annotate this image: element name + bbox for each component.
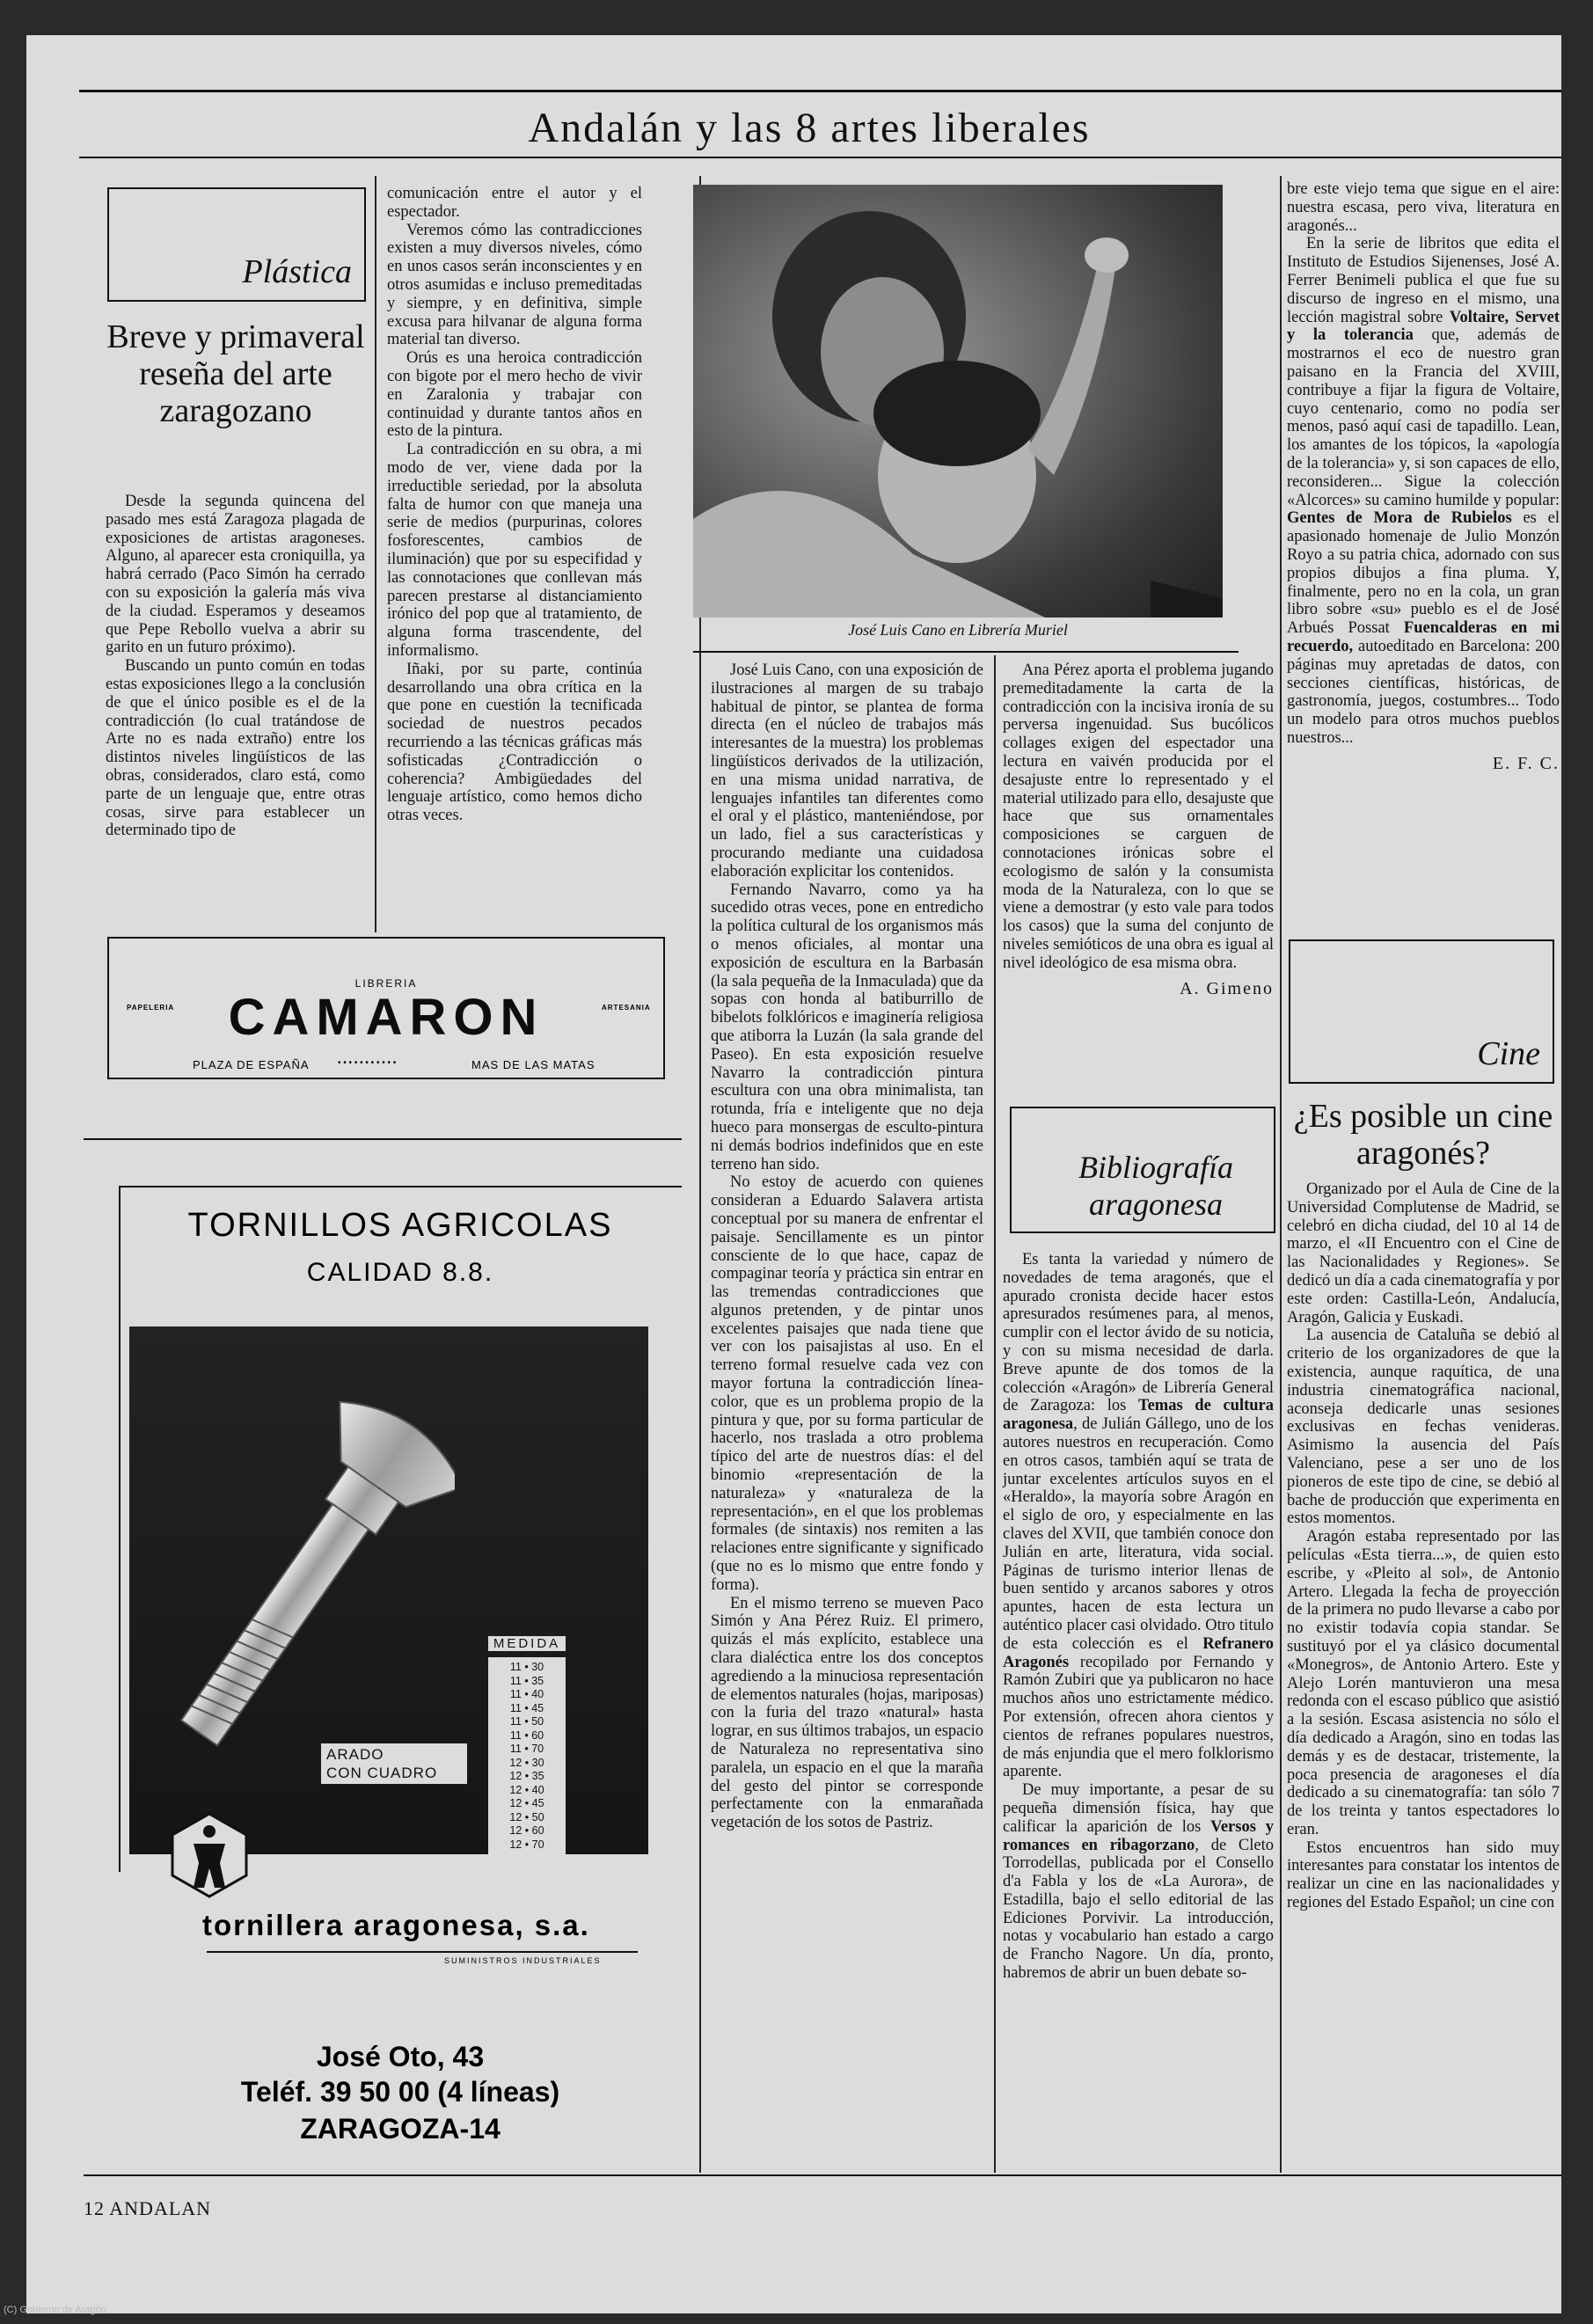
ad-label-line1: ARADO [326,1746,384,1763]
paragraph: Organizado por el Aula de Cine de la Universidad Complutense de Madrid, se celebró en dicha ciudad, del 10 al 14 de marzo, el «II Encuentro con el Cine de las Nacionalidades y Regiones». Se dedicó un día a cada cinematografía y por este orden: Castilla-León, Andalucía, Aragón, Galicia y Euskadi. [1287,1180,1560,1326]
paragraph [1003,1251,1274,1781]
cine-section-box [1289,939,1554,1084]
paragraph: Desde la segunda quincena del pasado mes está Zaragoza plagada de exposiciones de artistas aragoneses. Alguno, al aparecer esta croniquilla, ya habrá cerrado (Paco Simón ha cerrado con su exposición la galería más viva de la ciudad. Esperamos y deseamos que Pepe Rebollo vuelva a abrir su garito en un futuro próximo). [106,493,365,657]
ad-arado-label [321,1743,467,1784]
paragraph: bre este viejo tema que sigue en el aire: nuestra escasa, pero viva, literatura en aragonés... [1287,180,1560,235]
ad-border-top [119,1186,682,1188]
title-rule [79,157,1561,158]
ad-tornillos-subtitle: CALIDAD 8.8. [306,1258,494,1287]
paragraph: Ana Pérez aporta el problema jugando premeditadamente la carta de la contradicción con la incisiva ironía de su perversa ingenuidad. Sus bucólicos collages exigen del espectador una lectura en vaivén producida por el desajuste entre lo representado y el material utilizado para ello, desajuste que hace que sus ornamentales composiciones se carguen de connotaciones irónicas sobre el ecologismo de salón y la consumista moda de la Naturaleza, con lo que se viene a demostrar (y esto vale para todos los casos) que la suma del conjunto de niveles semióticos de una obra es igual al nivel ideológico de esa misma obra. [1003,661,1274,972]
column-rule [1280,176,1282,2173]
size-item: 11 • 35 [509,1674,544,1687]
paragraph: comunicación entre el autor y el espectador. [387,185,642,221]
text-run: Es tanta la variedad y número de novedades de tema aragonés, que el apurado cronista decide hacer estos apresurados resúmenes para, al menos, cumplir con el lector ávido de su noticia, y con su misma necesidad de darla. Breve apunte de dos tomos de la colección «Aragón» de Librería General de Zaragoza: los [1003,1251,1274,1415]
size-item: 12 • 50 [509,1810,544,1823]
ad-separator [84,1138,682,1140]
paragraph: La contradicción en su obra, a mi modo de ver, viene dada por la irreductible seriedad, por la absoluta falta de humor con que maneja una serie de medios (purpurinas, colores fosforescentes, cambios de iluminación) que por su especifidad y las connotaciones que conllevan más parecen prestarse al distanciamiento irónico del pop que al tratamiento, de alguna forma trascendente, del informalismo. [387,441,642,660]
photo-jose-luis-cano [693,185,1223,618]
bolt-illustration-icon [156,1379,455,1784]
ad-libreria-left: PAPELERIA [127,1004,175,1012]
paragraph: Orús es una heroica contradicción con bigote por el mero hecho de vivir en Zaralonia y trabajar con continuidad y durante tantos años en esto de la pintura. [387,349,642,441]
ad-libreria-brand: CAMARON [228,989,544,1046]
paragraph: Estos encuentros han sido muy interesantes para constatar los intentos de realizar un cine en las nacionalidades y regiones del Estado Español; un cine con [1287,1838,1560,1912]
book-title: Refranero Aragonés [1003,1634,1275,1671]
ad-size-list [488,1657,566,1855]
column-rule [375,176,376,932]
book-title: Voltaire, Servet y la tolerancia [1287,308,1560,345]
ad-tagline: SUMINISTROS INDUSTRIALES [444,1956,602,1965]
paragraph [1003,1781,1274,1983]
newspaper-page [26,35,1561,2313]
text-run: autoeditado en Barcelona: 200 páginas muy apretadas de datos, con secciones científicas, históricas, de gastronomía, juegos, costumbres... Todo un modelo para otros muchos pueblos nuestros... [1287,637,1560,747]
page-footer: 12 ANDALAN [84,2197,212,2219]
ad-libreria-top: LIBRERIA [354,977,418,990]
size-item: 12 • 45 [509,1797,544,1809]
size-item: 11 • 30 [509,1661,544,1673]
page-title: Andalán y las 8 artes liberales [528,105,1091,151]
photo-figure-icon [693,185,1223,618]
ad-label-line2: CON CUADRO [326,1765,438,1781]
libreria-camaron-ad [107,937,665,1079]
text-run: En la serie de libritos que edita el Instituto de Estudios Sijenenses, José A. Ferrer Benimeli publica el que fue su discurso de ingreso en el mismo, una lección magistral sobre [1287,235,1560,326]
size-item: 11 • 45 [509,1701,544,1714]
plastica-signature: A. Gimeno [1180,978,1274,998]
book-title: Fuencalderas en mi recuerdo, [1287,619,1560,655]
text-run: es el apasionado homenaje de Julio Monzón Royo a su patria chica, adornado con sus propios dibujos a fina pluma. Y, finalmente, pero no en la cola, un gran libro sobre «su» pueblo es el de José Arbués Possat [1287,509,1560,638]
plastica-headline: Breve y primaveral reseña del arte zaragozano [106,318,365,429]
top-rule [79,90,1561,92]
cine-col5 [1287,1180,1560,1912]
ad-city: ZARAGOZA-14 [300,2113,501,2145]
paragraph: No estoy de acuerdo con quienes consideran a Eduardo Salavera artista conceptual por su manera de enfrentar el paisaje. Sencillamente es un pintor consciente de lo que hace, capaz de compaginar teoría y práctica sin entrar en las tremendas contradicciones que algunos pretenden, y de pintar unos excelentes paisajes que nada tiene que ver con los paisajistas al uso. En el terreno formal resuelve cada vez con mayor fortuna la contradicción línea-color, que es un problema propio de la pintura y que, por su forma particular de hacerlo, nos traslada a otro problema típico del arte de nuestros días: el del binomio «representación de la naturaleza» y «naturaleza de la representación», en el que los problemas formales (de sintaxis) nos remiten a las relaciones entre significante y significado (que no es lo mismo que entre fondo y forma). [711,1173,983,1594]
copyright-credit: (C) Gobierno de Aragón [4,2305,106,2315]
bolt-panel [129,1326,648,1854]
size-item: 12 • 30 [509,1756,544,1769]
paragraph: Aragón estaba representado por las películas «Esta tierra...», de quien esto escribe, y «Pleito al sol», de Antonio Artero. Llegada la fecha de proyección de la primera no pudo llevarse a cabo por no existir todavía copia standar. Se sustituyó por el ya clásico documental «Monegros», de Antonio Artero. Este y Alejo Lorén mantuvieron una mesa redonda con el escaso público que asistió a la sesión. Escasa asistencia no sólo el día dedicado a Aragón, sino en todas las demás y es de destacar, tristemente, la poca presencia de aragoneses el día dedicado a su cinematografía: tan sólo 7 de los treinta y tantos espectadores lo eran. [1287,1528,1560,1838]
bottom-rule [84,2174,1561,2176]
paragraph: En el mismo terreno se mueven Paco Simón y Ana Pérez Ruiz. El primero, quizás el más explícito, establece una clara dialéctica entre los dos conceptos agrediendo a la minuciosa representación de elementos naturales (hojas, mariposas) con la furia del trazo «natural» hasta lograr, en sus últimos trabajos, un espacio de Naturaleza no representativa sino paralela, un espacio en el que la maraña del gesto del pintor se corresponde perfectamente con la enmarañada vegetación de los sotos de Pastriz. [711,1594,983,1832]
paragraph: Fernando Navarro, como ya ha sucedido otras veces, pone en entredicho la política cultural de los organismos más o menos oficiales, al montar una exposición de escultura en la Barbasán (la sala pequeña de la Inmaculada) que da sopas con honda al batiburrillo de bibelots folklóricos e imaginería religiosa que atiborra la Luzán (la sala grande del Paseo). En esta exposición resuelve Navarro la contradicción pintura escultura con una obra minimalista, tan rotunda, fría e inteligente que no deja hueco para monsergas de esculto-pintura ni demás bodrios indefinidos que en este terreno han sido. [711,881,983,1173]
column-rule [994,655,996,2173]
photo-caption-rule [693,651,1239,653]
plastica-section-box [107,187,366,302]
plastica-section-name: Plástica [242,253,352,290]
size-item: 12 • 35 [509,1770,544,1782]
book-title: Temas de cultura aragonesa [1003,1397,1275,1434]
ad-address: José Oto, 43 [316,2041,485,2072]
ad-company: tornillera aragonesa, s.a. [202,1909,590,1941]
text-run: que, además de mostrarnos el eco de nuestro gran paisano en la Francia del XVIII, contribuye a fijar la figura de Voltaire, cuyo centenario, como no podía ser menos, pasó aquí casi de tapadillo. Lean, los amantes de los tópicos, la «apología de la tolerancia» y, si son capaces de ello, reconsideren... Sigue la colección «Alcorces» su camino humilde y popular: [1287,326,1560,509]
tornillos-ad [119,1186,682,2162]
photo-caption: José Luis Cano en Librería Muriel [848,621,1068,639]
bibliografia-col5 [1287,180,1560,773]
cine-section-name: Cine [1477,1035,1540,1072]
ad-libreria-address-right: MAS DE LAS MATAS [471,1058,596,1071]
ad-libreria-address-left: PLAZA DE ESPAÑA [193,1058,310,1071]
bibliografia-section-box [1010,1107,1275,1233]
text-run: , de Julián Gállego, uno de los autores nuestros en recuperación. Como en otros casos, también aquí se trata de juntar excelentes artículos suyos en el «Heraldo», la mayoría sobre Aragón en el siglo de oro, y especialmente en las claves del XVII, que también conoce don Julián en arte, literatura, vida social. Páginas de turismo interior llenas de buen sentido y arcanos sabores y otros apuntes, hacen de esta lectura un auténtico placer casi olvidado. Otro titulo de esta colección es el [1003,1415,1274,1653]
text-run: De muy importante, a pesar de su pequeña dimensión física, hay que calificar la aparición de los [1003,1781,1274,1836]
bibliografia-col4 [1003,1251,1274,1983]
text-run: recopilado por Fernando y Ramón Zubiri que ya publicaron no hace muchos años uno estrictamente médico. Por extensión, ofrecen ahora cientos y cientos de refranes populares nuestros, de más enjundia que el mero folklorismo aparente. [1003,1653,1275,1781]
ad-phone: Teléf. 39 50 00 (4 líneas) [240,2076,560,2108]
ad-libreria-right: ARTESANIA [602,1004,651,1012]
tornillera-logo-icon [167,1810,252,1898]
plastica-col4 [1003,661,1274,998]
ad-medida: MEDIDA [488,1636,566,1651]
size-item: 11 • 50 [509,1715,544,1728]
paragraph [1287,235,1560,747]
paragraph: La ausencia de Cataluña se debió al criterio de los organizadores de que la existencia, aunque raquítica, de una industria cinematográfica nacional, aconseja dedicarle unas sesiones exclusivas en fechas venideras. Asimismo la ausencia del País Valenciano, pese a ser uno de los pioneros de este tipo de cine, se debió al bache de producción que experimenta en estos momentos. [1287,1326,1560,1528]
plastica-col2 [387,185,642,825]
book-title: Versos y romances en ribagorzano [1003,1817,1275,1854]
plastica-col1 [106,493,365,840]
plastica-col3 [711,661,983,1832]
book-title: Gentes de Mora de Rubielos [1287,509,1512,528]
size-item: 11 • 70 [509,1743,544,1755]
paragraph: José Luis Cano, con una exposición de ilustraciones al margen de su trabajo habitual de pintor, se plantea de forma directa (en el núcleo de trabajos más interesantes de la muestra) los problemas lingüísticos derivados de la utilización, en una misma unidad narrativa, de lenguajes infantiles tan diferentes como el oral y el plástico, manteniéndose, por un lado, fiel a sus características y procurando mediante una cuidadosa elaboración explicitar los contenidos. [711,661,983,881]
ad-tornillos-title: TORNILLOS AGRICOLAS [187,1207,613,1244]
text-run: , de Cleto Torrodellas, publicada por el Consello d'a Fabla y los de «La Aurora», de Estadilla, bajo el sello editorial de las Ediciones Porvivir. La introducción, notas y vocabulario han estado a cargo de Francho Nagore. Un día, pronto, habremos de abrir un buen debate so- [1003,1836,1274,1983]
size-item: 11 • 60 [509,1728,544,1742]
size-item: 12 • 70 [509,1838,544,1851]
size-item: 12 • 60 [509,1824,544,1837]
ad-border-left [119,1186,121,1872]
ad-libreria-dots: • • • • • • • • • • • [338,1058,397,1068]
bibliografia-signature: E. F. C. [1492,753,1560,773]
bibliografia-section-name: Bibliografía aragonesa [1078,1150,1233,1222]
cine-headline: ¿Es posible un cine aragonés? [1293,1098,1553,1172]
paragraph: Buscando un punto común en todas estas exposiciones llego a la conclusión de que el único posible es el de la contradicción (lo cual tratándose de Arte no es nada extraño) entre los distintos niveles lingüísticos de las obras, considerados, claro está, como parte de un lenguaje que, entre otras cosas, sirve para establecer un determinado tipo de [106,657,365,840]
size-item: 11 • 40 [509,1688,544,1700]
paragraph: Veremos cómo las contradicciones existen a muy diversos niveles, cómo en unos casos serán inconscientes y en otros asumidas e incluso premeditadas y siempre, y en definitiva, simple excusa para hilvanar de alguna forma material tan diverso. [387,221,642,349]
ad-company-rule [207,1951,638,1953]
paragraph: Iñaki, por su parte, continúa desarrollando una obra crítica en la que pone en cuestión la tecnificada sociedad de nuestros pecados recurriendo a las técnicas gráficas más sofisticadas ¿Contradicción o coherencia? Ambigüedades del lenguaje artístico, como hemos dicho otras veces. [387,660,642,825]
size-item: 12 • 40 [509,1783,544,1796]
